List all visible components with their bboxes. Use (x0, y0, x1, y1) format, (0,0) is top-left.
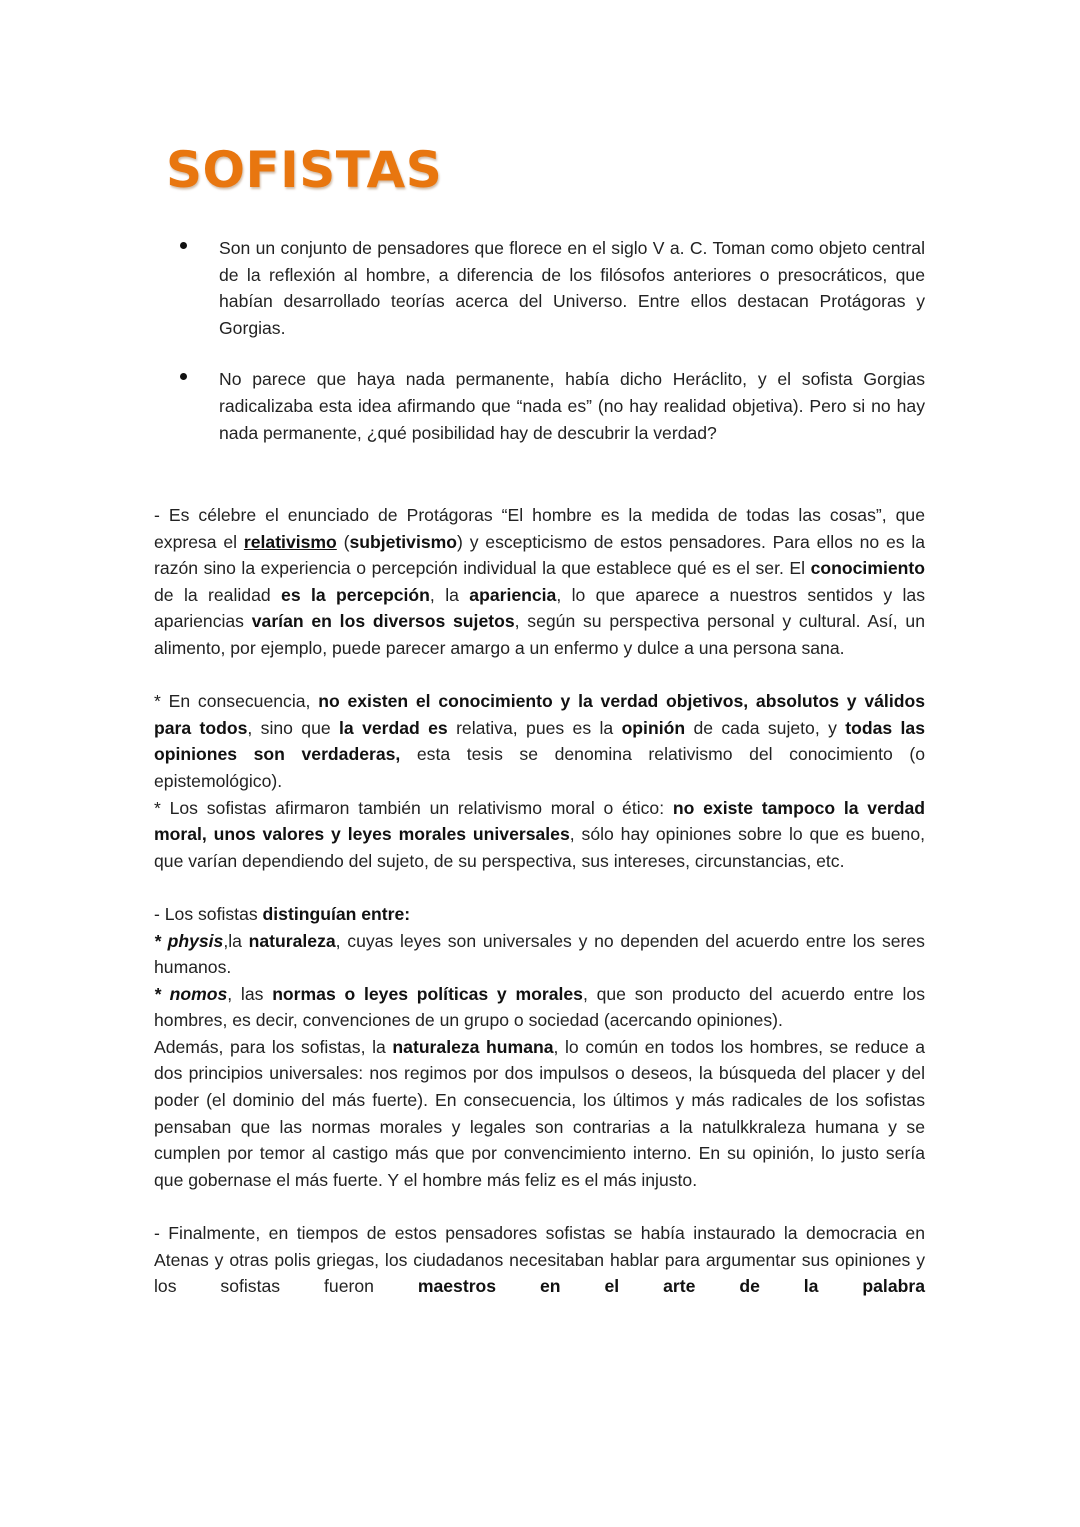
keyword: la verdad es (339, 717, 448, 738)
text-run: relativa, pues es la (447, 717, 622, 738)
keyword-relativismo: relativismo (243, 531, 337, 552)
paragraph-consequence (154, 688, 925, 794)
bullet-text: No parece que haya nada permanente, había dicho Heráclito, y el sofista Gorgias radicalizaba esta idea afirmando que “nada es” (no hay realidad objetiva). Pero si no hay nada permanente, ¿qué posibilidad hay de descubrir la verdad? (219, 369, 925, 443)
text-run: , lo que aparece a nuestros sentidos y las apariencias (154, 584, 926, 632)
text-run: , según su perspectiva personal y cultural. Así, un alimento, por ejemplo, puede parecer amargo a un enfermo y dulce a una persona sana. (154, 611, 925, 658)
text-run: , sino que (247, 717, 340, 738)
keyword: todas las opiniones son verdaderas, (154, 717, 925, 765)
keyword: es la percepción (281, 584, 430, 605)
paragraph-physis (154, 928, 925, 981)
text-run: ,la (223, 930, 249, 951)
text-run: esta tesis se denomina relativismo del conocimiento (o epistemológico). (154, 744, 925, 791)
keyword: naturaleza (248, 930, 336, 951)
list-item (180, 366, 925, 446)
document-body (154, 502, 925, 1300)
text-run: , cuyas leyes son universales y no dependen del acuerdo entre los seres humanos. (154, 930, 925, 978)
text-run: de cada sujeto, y (685, 717, 846, 738)
keyword: no existe tampoco la verdad moral, unos valores y leyes morales universales (154, 797, 925, 845)
bullet-list (180, 235, 925, 471)
text-run: * En consecuencia, (154, 691, 319, 712)
keyword-subjetivismo: subjetivismo (349, 531, 458, 552)
keyword-physis: * physis (154, 930, 224, 951)
paragraph-moral-relativism (154, 795, 925, 875)
list-item (180, 235, 925, 341)
text-run: , las (227, 983, 273, 1004)
text-run: Además, para los sofistas, la (154, 1036, 393, 1057)
keyword: normas o leyes políticas y morales (272, 983, 583, 1004)
bullet-text: Son un conjunto de pensadores que florece en el siglo V a. C. Toman como objeto central de la reflexión al hombre, a diferencia de los filósofos anteriores o presocráticos, que habían desarrollado teorías acerca del Universo. Entre ellos destacan Protágoras y Gorgias. (219, 238, 925, 338)
keyword-nomos: * nomos (154, 983, 228, 1004)
text-run: * Los sofistas afirmaron también un relativismo moral o ético: (154, 797, 673, 818)
keyword: conocimiento (810, 558, 925, 579)
keyword: maestros en el arte de la palabra (417, 1276, 925, 1297)
keyword: distinguían entre: (262, 903, 411, 924)
paragraph-human-nature (154, 1034, 925, 1194)
bullet-icon (180, 373, 187, 380)
text-run: , lo común en todos los hombres, se reduce a dos principios universales: nos regimos por dos impulsos o deseos, la búsqueda del placer y del poder (el dominio del más fuerte). En consecuencia, los últimos y más radicales de los sofistas pensaban que las normas morales y legales son contrarias a la natulkkraleza humana y se cumplen por temor al castigo más que por convencimiento interno. En su opinión, lo justo sería que gobernase el más fuerte. Y el hombre más feliz es el más injusto. (154, 1036, 925, 1190)
keyword: naturaleza humana (392, 1036, 554, 1057)
paragraph-distinction (154, 901, 925, 928)
text-run: - Finalmente, en tiempos de estos pensadores sofistas se había instaurado la democracia en Atenas y otras polis griegas, los ciudadanos necesitaban hablar para argumentar sus opiniones y los sofistas fueron (154, 1223, 925, 1297)
text-run: ( (336, 531, 350, 552)
text-run: , sólo hay opiniones sobre lo que es bueno, que varían dependiendo del sujeto, de su perspectiva, sus intereses, circunstancias, etc. (154, 824, 925, 871)
text-run: ) y escepticismo de estos pensadores. Para ellos no es la razón sino la experiencia o percepción individual la que establece qué es el ser. El (154, 531, 926, 579)
paragraph-relativism (154, 502, 925, 662)
keyword: varían en los diversos sujetos (251, 611, 515, 632)
text-run: - Los sofistas (154, 903, 263, 924)
keyword: no existen el conocimiento y la verdad objetivos, absolutos y válidos para todos (154, 691, 925, 738)
text-run: - Es célebre el enunciado de Protágoras “El hombre es la medida de todas las cosas”, que expresa el (154, 505, 925, 552)
paragraph-nomos (154, 981, 925, 1034)
paragraph-democracy (154, 1220, 925, 1300)
text-run: , la (429, 584, 470, 605)
keyword: apariencia (469, 584, 557, 605)
bullet-icon (180, 242, 187, 249)
keyword: opinión (621, 717, 686, 738)
text-run: , que son producto del acuerdo entre los hombres, es decir, convenciones de un grupo o sociedad (acercando opiniones). (154, 983, 925, 1031)
page-title: SOFISTAS (166, 141, 443, 199)
text-run: de la realidad (154, 584, 282, 605)
